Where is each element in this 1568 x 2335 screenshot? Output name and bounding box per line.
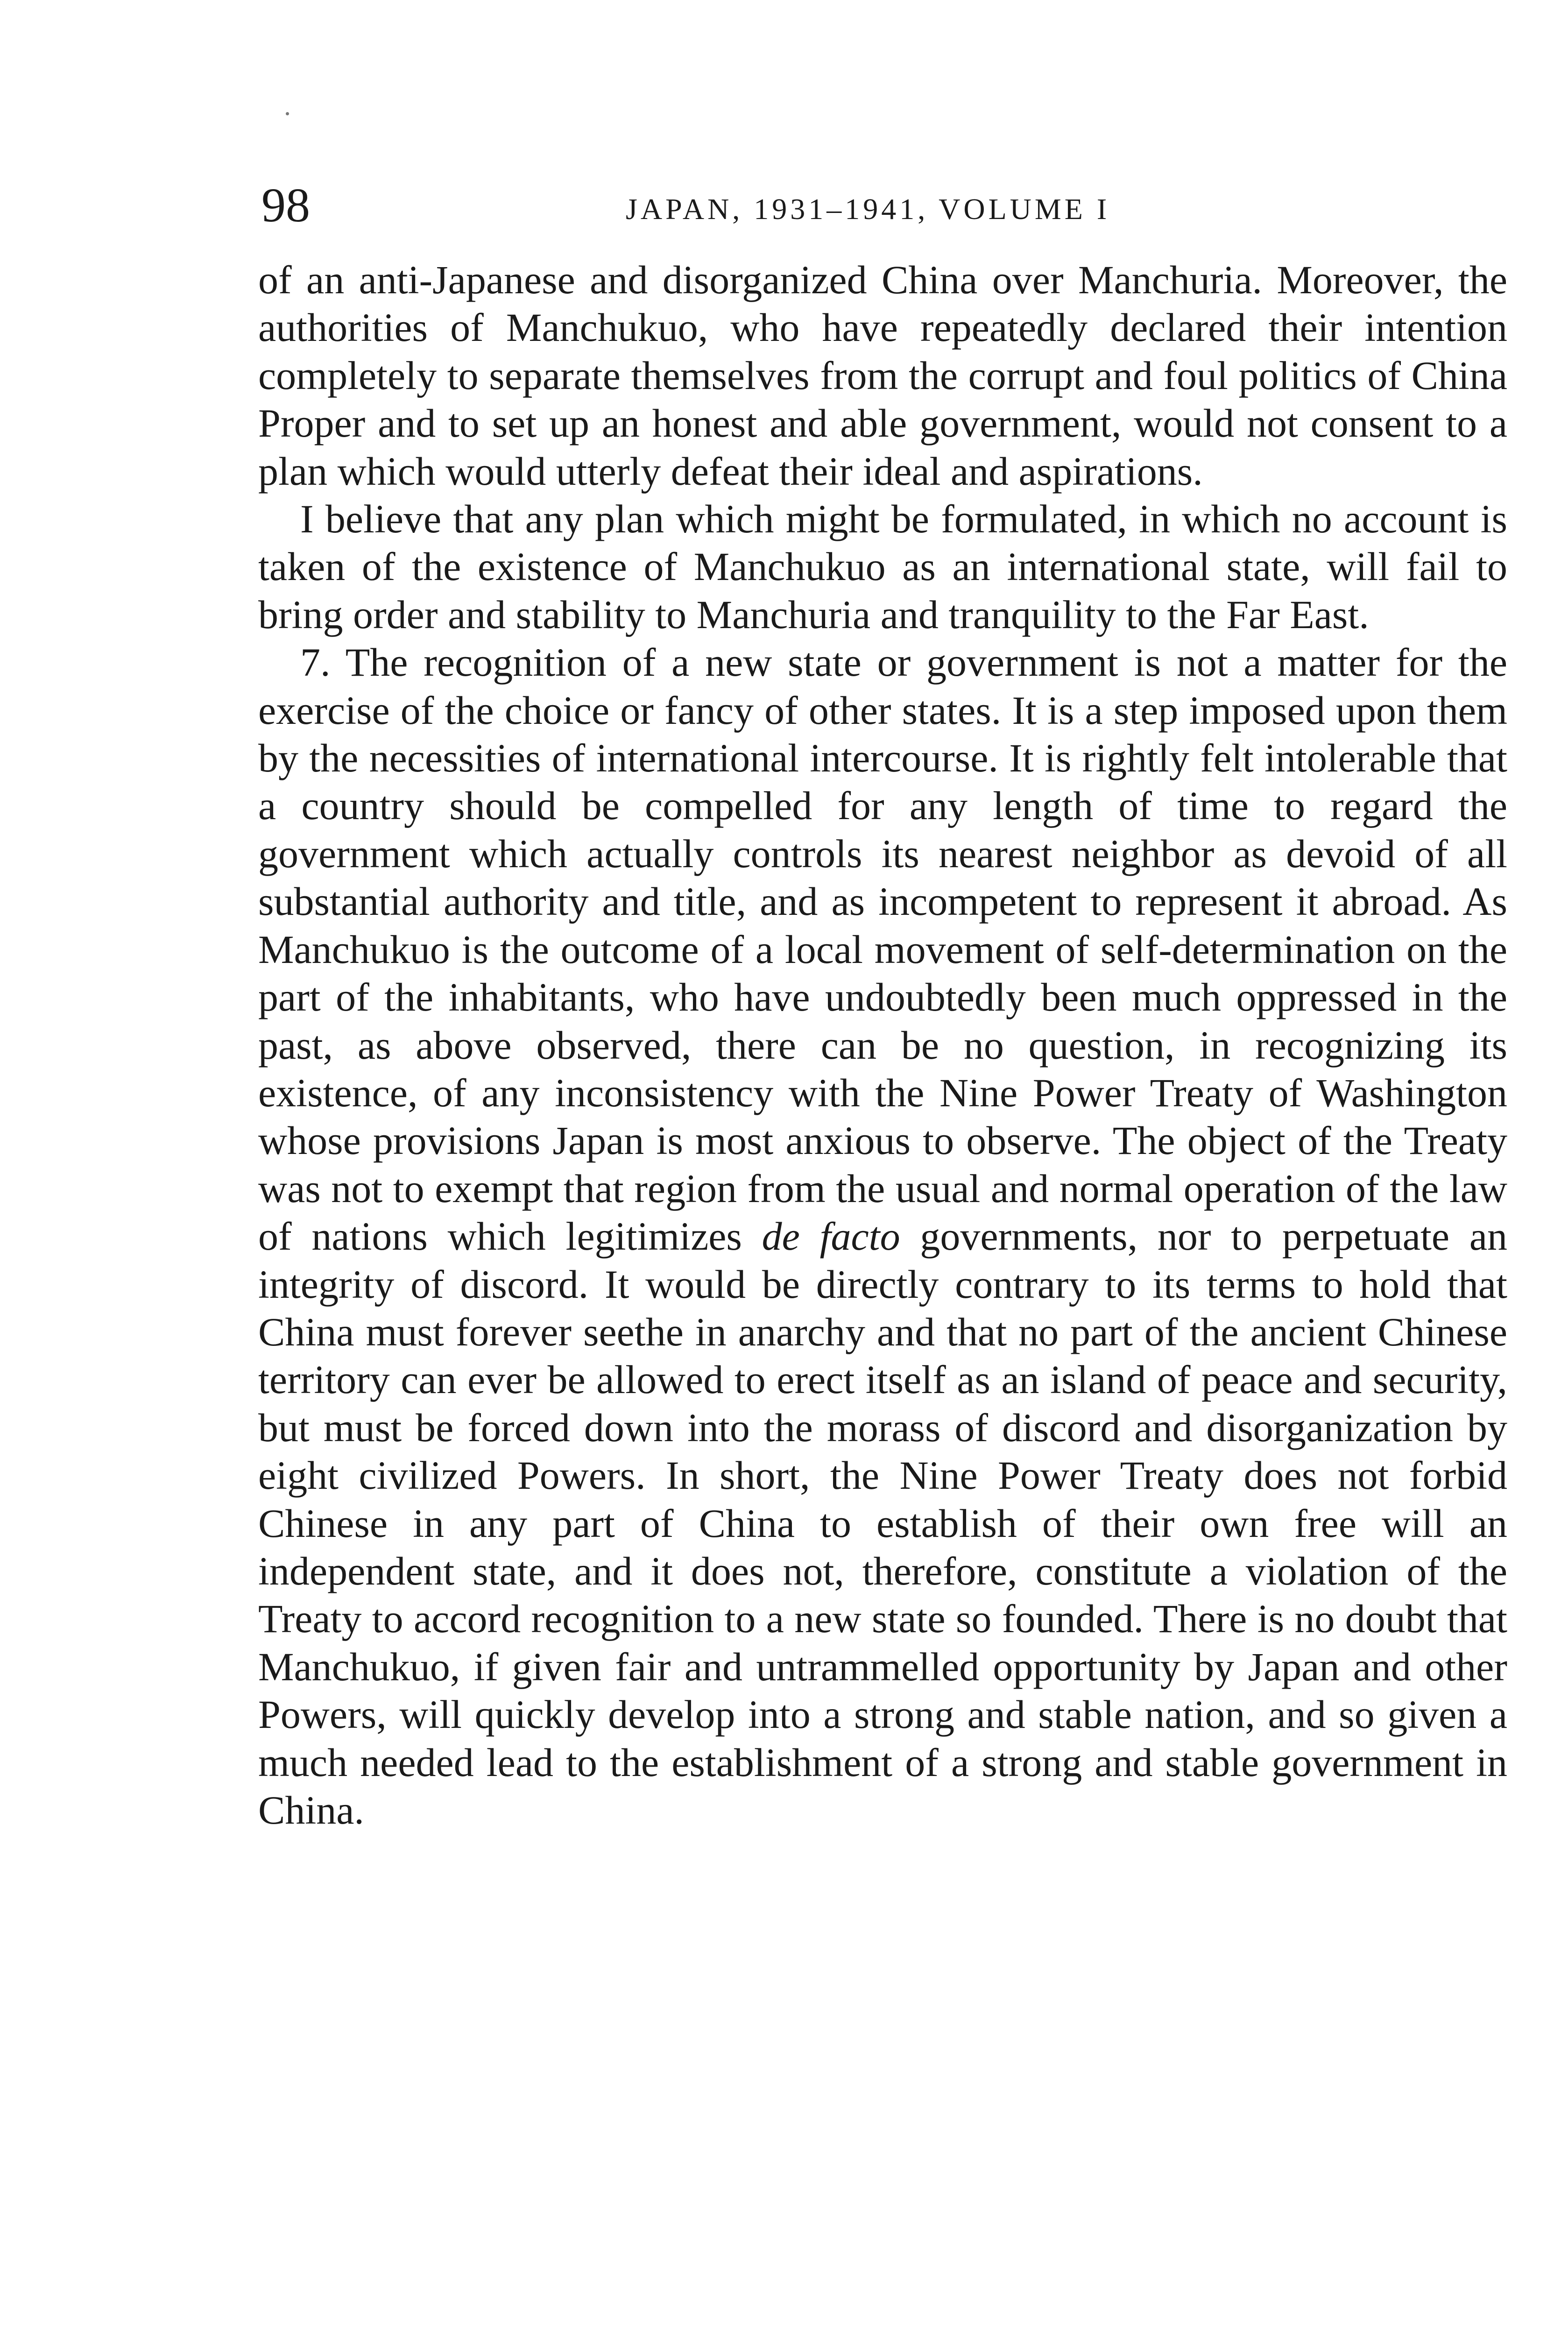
page-header [261, 177, 1504, 234]
paragraph-text-before-italic: 7. The recognition of a new state or government is not a matter for the exercise of the choice or fancy of other states. It is a step imposed upon them by the necessities of international intercourse. It is rightly felt intolerable that a country should be compelled for any length of time to regard the government which actually controls its nearest neighbor as devoid of all substantial authority and title, and as incompetent to represent it abroad. As Manchukuo is the outcome of a local movement of self-determination on the part of the inhabitants, who have undoubtedly been much oppressed in the past, as above observed, there can be no question, in recognizing its existence, of any inconsistency with the Nine Power Treaty of Washington whose provisions Japan is most anxious to observe. The object of the Treaty was not to exempt that region from the usual and normal operation of the law of nations which legitimizes [258, 640, 1507, 1259]
paragraph-manchuria-moreover: of an anti-Japanese and disorganized China over Manchuria. Moreover, the authorities of Manchukuo, who have repeatedly declared their intention completely to separate themselves from the corrupt and foul politics of China Proper and to set up an honest and able government, would not consent to a plan which would utterly defeat their ideal and aspirations. [258, 257, 1507, 494]
scan-speck [286, 112, 289, 115]
paragraph-plan-formulated: I believe that any plan which might be formulated, in which no account is taken of the existence of Manchukuo as an international state, will fail to bring order and stability to Manchuria and tranquility to the Far East. [258, 496, 1507, 637]
italic-de-facto: de facto [762, 1214, 900, 1259]
running-title: JAPAN, 1931–1941, VOLUME I [626, 192, 1110, 226]
paragraph-recognition-new-state [258, 638, 1507, 1834]
body-text [258, 256, 1507, 1834]
page-number: 98 [261, 178, 310, 232]
paragraph-text-after-italic: governments, nor to perpetuate an integrity of discord. It would be directly contrary to its terms to hold that China must forever seethe in anarchy and that no part of the ancient Chinese territory can ever be allowed to erect itself as an island of peace and security, but must be forced down into the morass of discord and disorganization by eight civilized Powers. In short, the Nine Power Treaty does not forbid Chinese in any part of China to establish of their own free will an independent state, and it does not, therefore, constitute a violation of the Treaty to accord recognition to a new state so founded. There is no doubt that Manchukuo, if given fair and untrammelled opportunity by Japan and other Powers, will quickly develop into a strong and stable nation, and so given a much needed lead to the establishment of a strong and stable government in China. [258, 1214, 1507, 1833]
